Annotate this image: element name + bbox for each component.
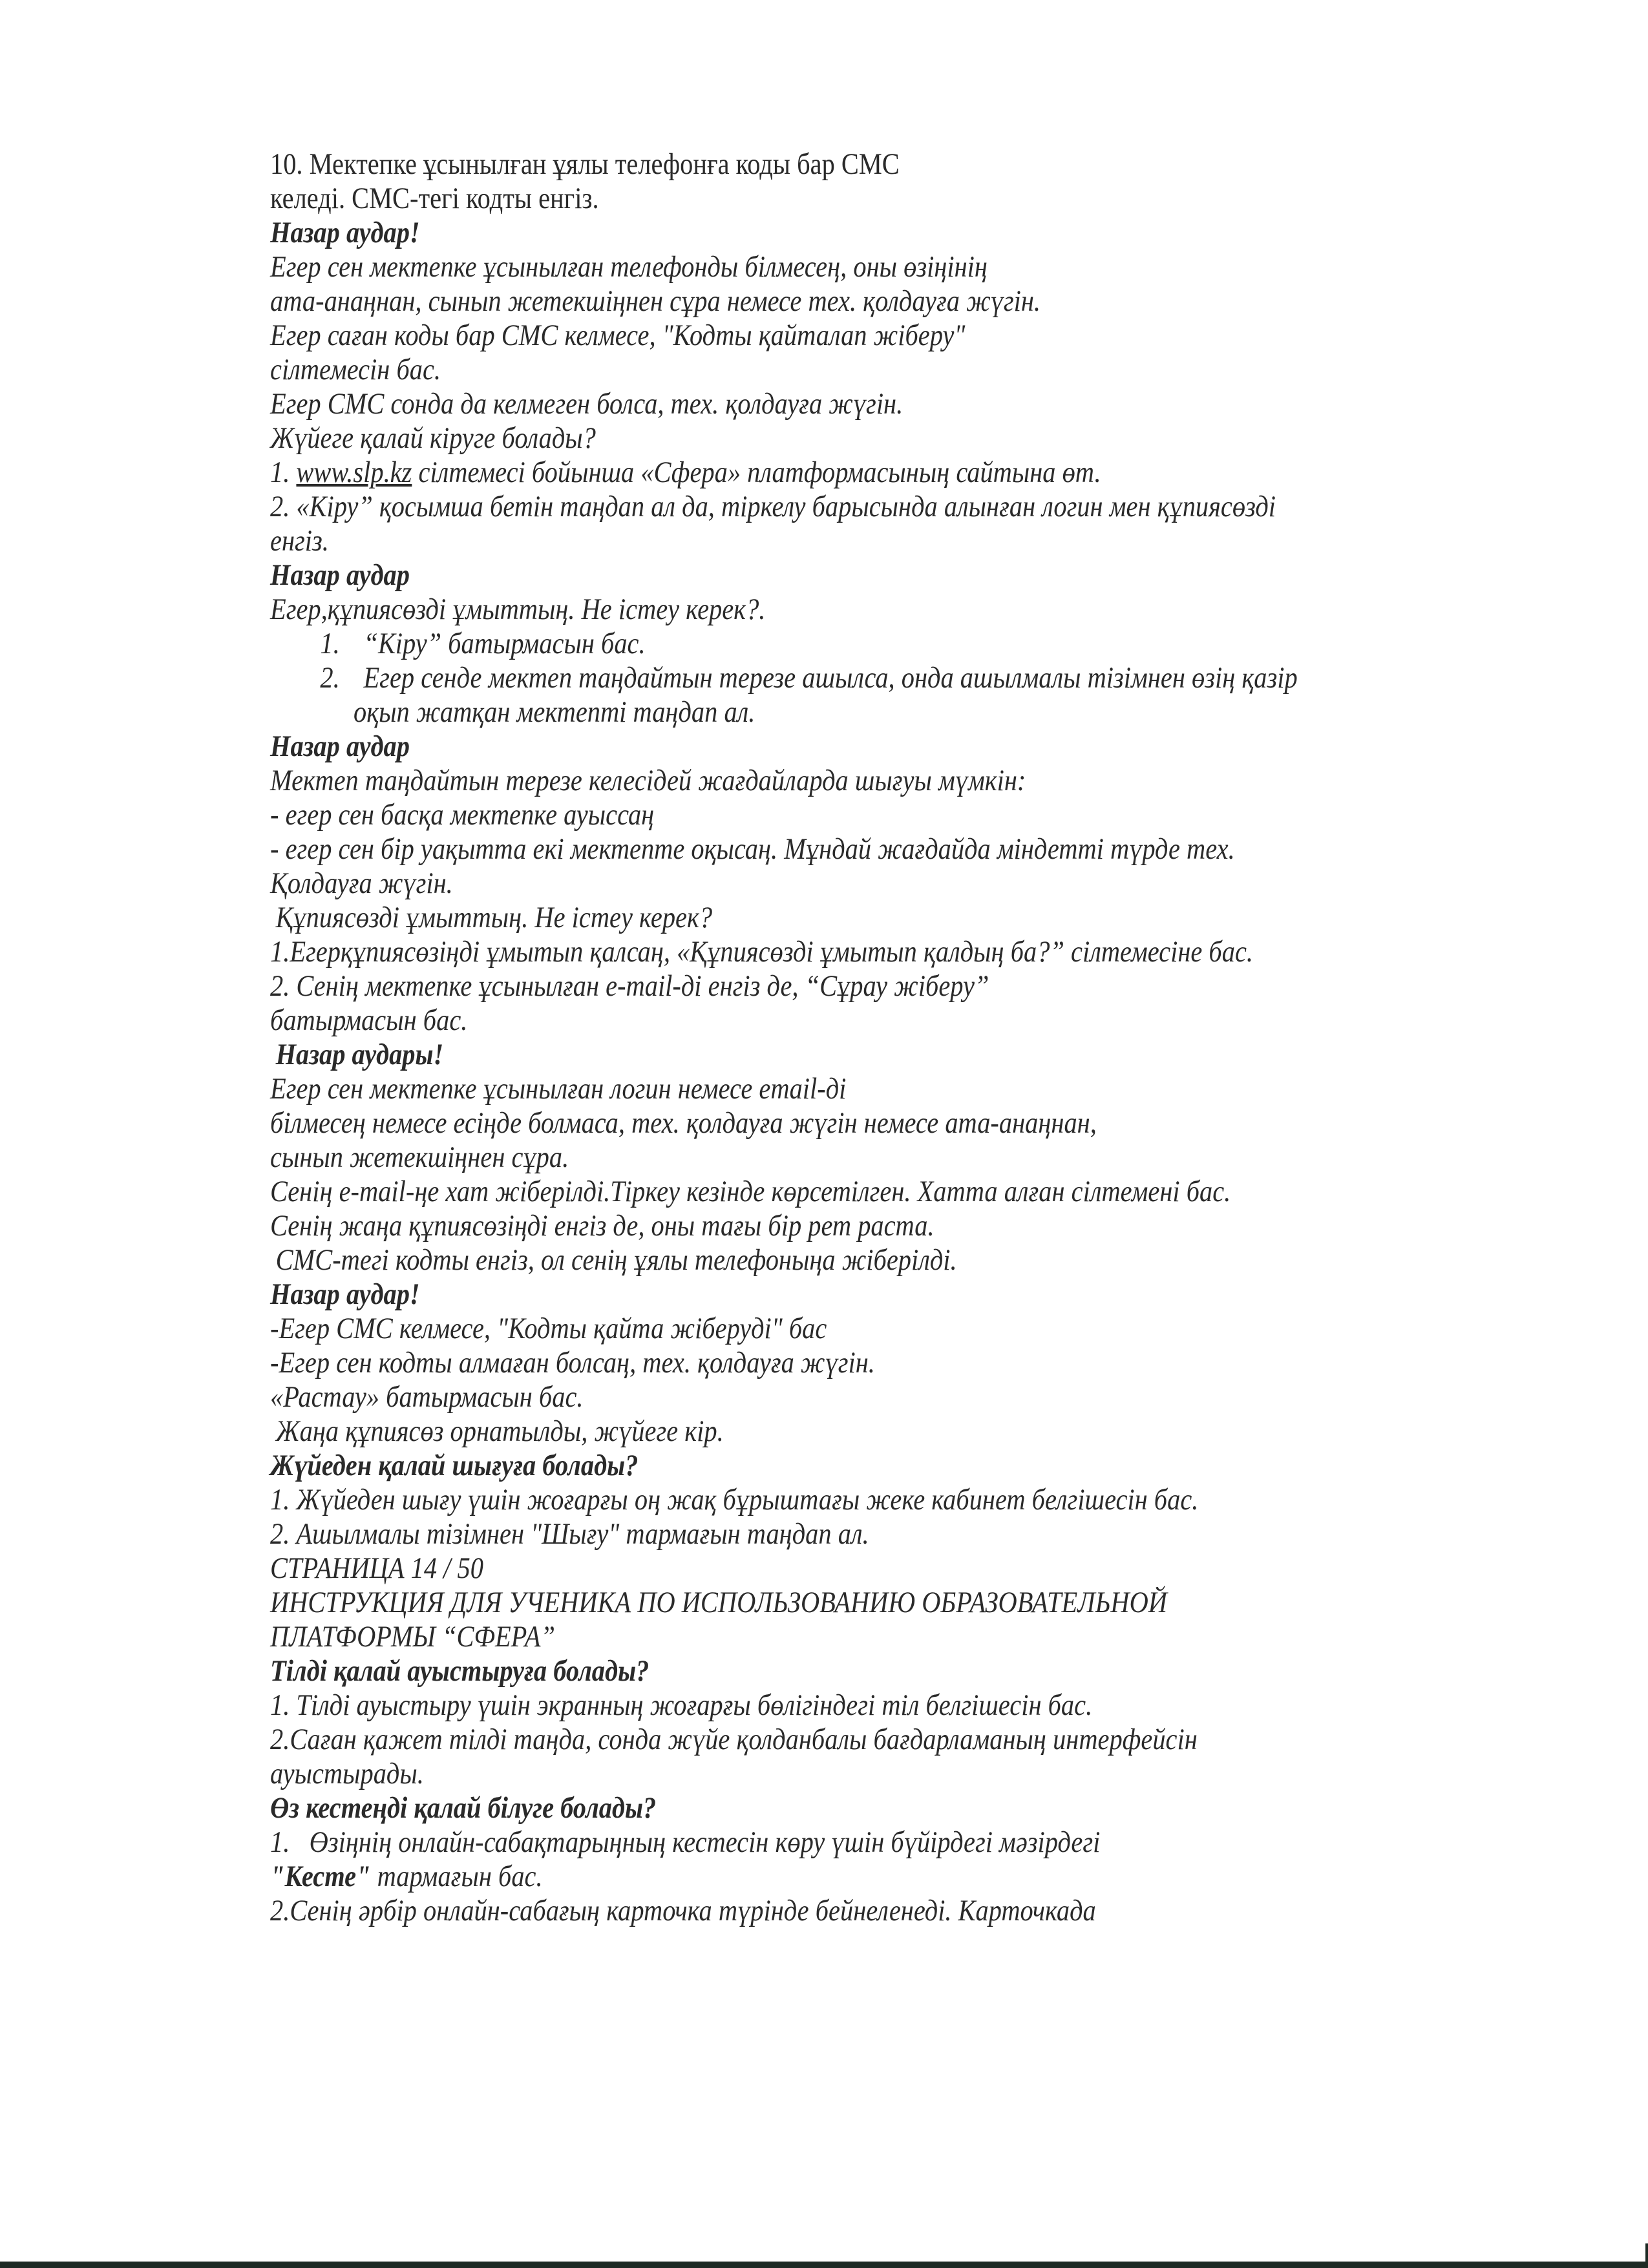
text-line: Қолдауға жүгін. xyxy=(270,866,453,900)
step-text: сілтемесі бойынша «Сфера» платформасының сайтына өт. xyxy=(412,456,1101,489)
step-number: 1. xyxy=(270,456,297,489)
text-line: -Егер СМС келмесе, "Кодты қайта жіберуді" бас xyxy=(270,1312,827,1345)
login-step-1 xyxy=(270,456,1382,490)
text-line: ата-анаңнан, сынып жетекшіңнен сұра немесе тех. қолдауға жүгін. xyxy=(270,284,1041,318)
section-question: Жүйеге қалай кіруге болады? xyxy=(270,421,596,455)
section-heading-logout: Жүйеден қалай шығуға болады? xyxy=(270,1449,639,1482)
text-line: Мектеп таңдайтын терезе келесідей жағдайларда шығуы мүмкін: xyxy=(270,764,1026,797)
text-line: ауыстырады. xyxy=(270,1757,424,1790)
text-line: Сенің e-mail-ңе хат жіберілді.Тіркеу кезінде көрсетілген. Хатта алған сілтемені бас. xyxy=(270,1175,1231,1208)
doc-title-line: ИНСТРУКЦИЯ ДЛЯ УЧЕНИКА ПО ИСПОЛЬЗОВАНИЮ ОБРАЗОВАТЕЛЬНОЙ xyxy=(270,1586,1167,1619)
text-line: 1. Тілді ауыстыру үшін экранның жоғарғы бөлігіндегі тіл белгішесін бас. xyxy=(270,1688,1093,1722)
step-text: тармағын бас. xyxy=(370,1860,543,1893)
text-line: СМС-тегі кодты енгіз, ол сенің ұялы телефоныңа жіберілді. xyxy=(275,1243,957,1277)
text-line xyxy=(270,1860,1382,1894)
schedule-term: "Кесте" xyxy=(270,1860,371,1893)
list-number: 2. xyxy=(320,661,340,695)
scan-corner-mark xyxy=(1645,2243,1648,2263)
document-body xyxy=(270,147,1563,1928)
text-line: Егер,құпиясөзді ұмыттың. Не істеу керек?. xyxy=(270,593,766,626)
list-item-cont: оқып жатқан мектепті таңдап ал. xyxy=(354,695,755,729)
text-line: 1.Егерқұпиясөзіңді ұмытып қалсаң, «Құпиясөзді ұмытып қалдың ба?” сілтемесіне бас. xyxy=(270,935,1254,969)
text-line: Жаңа құпиясөз орнатылды, жүйеге кір. xyxy=(275,1414,724,1448)
list-text: “Кіру” батырмасын бас. xyxy=(363,627,646,660)
text-line: батырмасын бас. xyxy=(270,1003,468,1037)
text-line: - егер сен бір уақытта екі мектепте оқысаң. Мұндай жағдайда міндетті түрде тех. xyxy=(270,832,1235,866)
text-line: - егер сен басқа мектепке ауыссаң xyxy=(270,798,655,832)
step-10-line-cont: келеді. СМС-тегі кодты енгіз. xyxy=(270,182,599,215)
section-heading-schedule: Өз кестеңді қалай білуге болады? xyxy=(270,1791,657,1825)
text-line: 1. Жүйеден шығу үшін жоғарғы оң жақ бұрыштағы жеке кабинет белгішесін бас. xyxy=(270,1483,1199,1517)
doc-title-line: ПЛАТФОРМЫ “СФЕРА” xyxy=(270,1620,555,1654)
section-question: Құпиясөзді ұмыттың. Не істеу керек? xyxy=(275,901,713,934)
list-item xyxy=(270,661,1382,695)
text-line: 2. Сенің мектепке ұсынылған e-mail-ді енгіз де, “Сұрау жіберу” xyxy=(270,969,989,1003)
text-line: Егер сен мектепке ұсынылған телефонды білмесең, оны өзіңінің xyxy=(270,250,988,284)
text-line: сынып жетекшіңнен сұра. xyxy=(270,1140,569,1174)
text-line: -Егер сен кодты алмаған болсаң, тех. қолдауға жүгін. xyxy=(270,1346,875,1380)
text-line: 2.Саған қажет тілді таңда, сонда жүйе қолданбалы бағдарламаның интерфейсін xyxy=(270,1723,1198,1756)
list-text: Өзіңнің онлайн-сабақтарыңның кестесін көру үшін бүйірдегі мәзірдегі xyxy=(309,1825,1101,1859)
attention-heading: Назар аудары! xyxy=(275,1038,444,1071)
login-step-2: 2. «Кіру” қосымша бетін таңдап ал да, тіркелу барысында алынған логин мен құпиясөзді xyxy=(270,490,1276,523)
list-item xyxy=(270,1825,1382,1860)
list-item xyxy=(270,627,1382,661)
list-text: Егер сенде мектеп таңдайтын терезе ашылса, онда ашылмалы тізімнен өзің қазір xyxy=(363,661,1298,695)
scan-edge-border xyxy=(0,2262,1648,2268)
list-number: 1. xyxy=(320,627,340,660)
attention-heading: Назар аудар xyxy=(270,558,410,592)
text-line: Егер СМС сонда да келмеген болса, тех. қолдауға жүгін. xyxy=(270,387,903,421)
slp-link[interactable]: www.slp.kz xyxy=(296,456,412,489)
text-line: 2. Ашылмалы тізімнен "Шығу" тармағын таңдап ал. xyxy=(270,1517,869,1551)
text-line: «Растау» батырмасын бас. xyxy=(270,1380,584,1414)
text-line: 2.Сенің әрбір онлайн-сабағың карточка түрінде бейнеленеді. Карточкада xyxy=(270,1894,1096,1927)
attention-heading: Назар аудар! xyxy=(270,216,420,249)
attention-heading: Назар аудар xyxy=(270,730,410,763)
text-line: білмесең немесе есіңде болмаса, тех. қолдауға жүгін немесе ата-анаңнан, xyxy=(270,1106,1097,1140)
attention-heading: Назар аудар! xyxy=(270,1277,420,1311)
page-number-label: СТРАНИЦА 14 / 50 xyxy=(270,1551,483,1585)
text-line: Егер сен мектепке ұсынылған логин немесе email-ді xyxy=(270,1072,847,1106)
text-line: сілтемесін бас. xyxy=(270,353,441,386)
step-10-line: 10. Мектепке ұсынылған ұялы телефонға коды бар СМС xyxy=(270,147,900,181)
text-line: Егер саған коды бар СМС келмесе, "Кодты қайталап жіберу" xyxy=(270,319,966,352)
list-number: 1. xyxy=(270,1825,290,1859)
text-line: енгіз. xyxy=(270,524,329,558)
text-line: Сенің жаңа құпиясөзіңді енгіз де, оны тағы бір рет раста. xyxy=(270,1209,935,1243)
section-heading-language: Тілді қалай ауыстыруға болады? xyxy=(270,1654,650,1688)
